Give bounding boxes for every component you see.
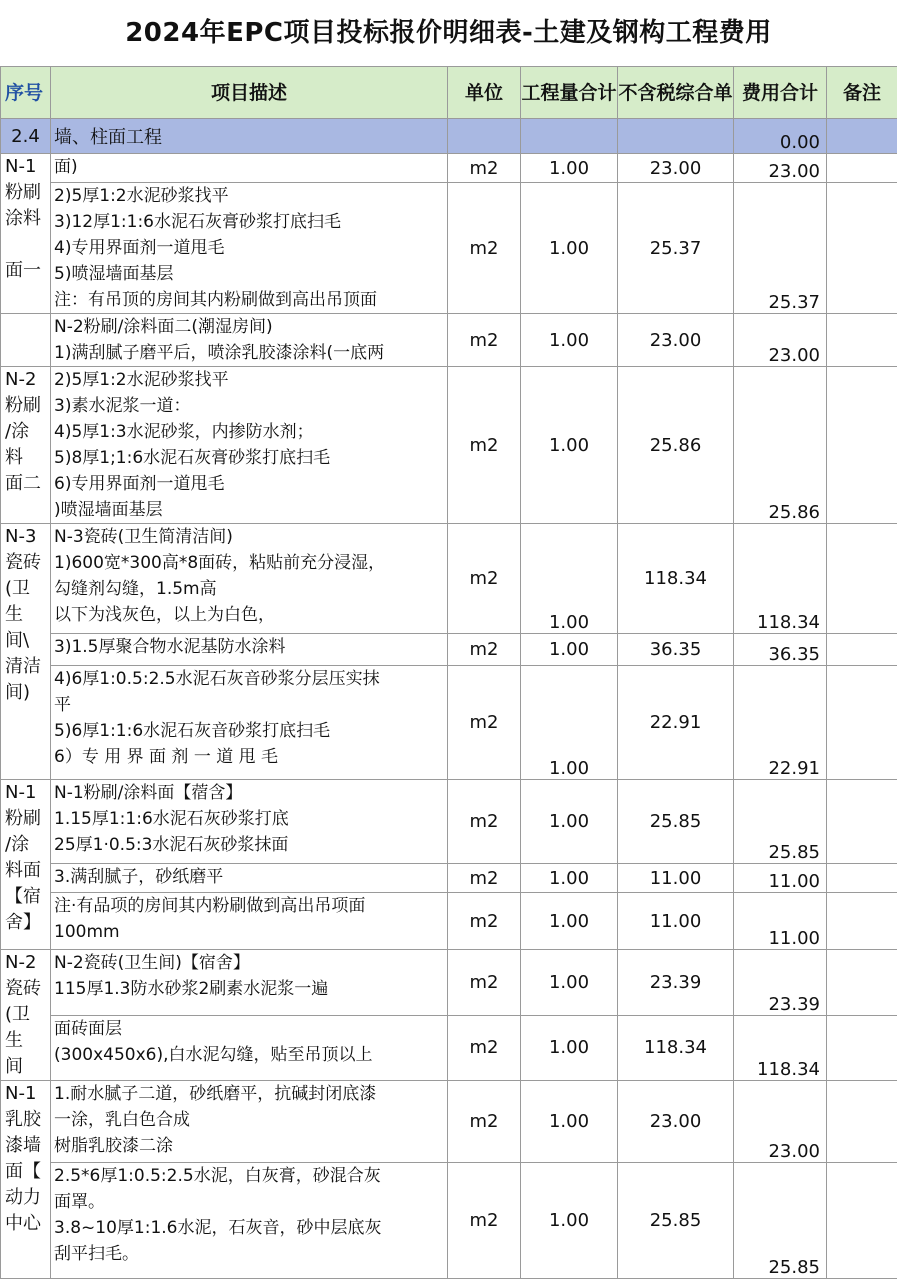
- unit-cell[interactable]: m2: [448, 1015, 521, 1081]
- desc-line: 5)6厚1:1:6水泥石灰音砂浆打底扫毛: [54, 718, 444, 744]
- unit-cell[interactable]: m2: [448, 950, 521, 1016]
- desc-line: N-1粉刷/涂料面【蓿含】: [54, 780, 444, 806]
- qty-cell[interactable]: 1.00: [521, 1015, 618, 1081]
- table-row: [1, 666, 897, 780]
- total-cell[interactable]: 22.91: [734, 666, 827, 780]
- table-row: [1, 1081, 897, 1163]
- qty-cell[interactable]: 1.00: [521, 893, 618, 950]
- desc-line: 面砖面层: [54, 1016, 444, 1042]
- table-row: [1, 367, 897, 524]
- header-row: [1, 67, 897, 119]
- desc-cell[interactable]: [51, 367, 448, 524]
- price-cell[interactable]: 118.34: [618, 524, 734, 634]
- total-cell[interactable]: 11.00: [734, 864, 827, 893]
- qty-cell[interactable]: 1.00: [521, 780, 618, 864]
- total-cell[interactable]: 23.00: [734, 154, 827, 183]
- desc-line: 2)5厚1:2水泥砂浆找平: [54, 183, 444, 209]
- desc-line: 树脂乳胶漆二涂: [54, 1133, 444, 1159]
- desc-line: 1.耐水腻子二道，砂纸磨平，抗碱封闭底漆: [54, 1081, 444, 1107]
- qty-cell[interactable]: 1.00: [521, 950, 618, 1016]
- desc-cell[interactable]: [51, 1081, 448, 1163]
- table-row: [1, 314, 897, 367]
- section-unit[interactable]: [448, 119, 521, 154]
- desc-line: 2)5厚1:2水泥砂浆找平: [54, 367, 444, 393]
- qty-cell[interactable]: 1.00: [521, 154, 618, 183]
- total-cell[interactable]: 23.00: [734, 1081, 827, 1163]
- desc-cell[interactable]: [51, 634, 448, 666]
- table-row: [1, 154, 897, 183]
- remark-cell[interactable]: [827, 634, 897, 666]
- section-row: [1, 119, 897, 154]
- header-total[interactable]: 费用合计: [734, 67, 827, 119]
- remark-cell[interactable]: [827, 154, 897, 183]
- table-row: [1, 780, 897, 864]
- remark-cell[interactable]: [827, 864, 897, 893]
- seq-cell[interactable]: [1, 314, 51, 367]
- desc-line: 1)600宽*300高*8面砖，粘贴前充分浸湿，: [54, 550, 444, 576]
- desc-line: 1.15厚1:1:6水泥石灰砂浆打底: [54, 806, 444, 832]
- section-price[interactable]: [618, 119, 734, 154]
- price-cell[interactable]: 23.00: [618, 1081, 734, 1163]
- desc-line: 一涂，乳白色合成: [54, 1107, 444, 1133]
- header-seq[interactable]: 序号: [1, 67, 51, 119]
- unit-cell[interactable]: m2: [448, 666, 521, 780]
- desc-line: 25厚1·0.5:3水泥石灰砂浆抹面: [54, 832, 444, 858]
- desc-line: 5)8厚1;1:6水泥石灰膏砂浆打底扫毛: [54, 445, 444, 471]
- header-remark[interactable]: 备注: [827, 67, 897, 119]
- section-seq[interactable]: 2.4: [1, 119, 51, 154]
- seq-cell[interactable]: N-1 粉刷 涂料 面一: [1, 154, 51, 314]
- desc-line: 4)5厚1:3水泥砂浆，内掺防水剂；: [54, 419, 444, 445]
- price-cell[interactable]: 25.86: [618, 367, 734, 524]
- unit-cell[interactable]: m2: [448, 183, 521, 314]
- desc-line: 注·有品项的房间其内粉刷做到高出吊项面: [54, 893, 444, 919]
- desc-cell[interactable]: [51, 154, 448, 183]
- remark-cell[interactable]: [827, 524, 897, 634]
- desc-line: 6)专用界面剂一道甩毛: [54, 471, 444, 497]
- table-row: [1, 634, 897, 666]
- price-cell[interactable]: 118.34: [618, 1015, 734, 1081]
- total-cell[interactable]: 23.00: [734, 314, 827, 367]
- desc-cell[interactable]: [51, 666, 448, 780]
- price-cell[interactable]: 25.37: [618, 183, 734, 314]
- qty-cell[interactable]: 1.00: [521, 1081, 618, 1163]
- table-row: [1, 1015, 897, 1081]
- header-unit[interactable]: 单位: [448, 67, 521, 119]
- desc-line: 6）专 用 界 面 剂 一 道 甩 毛: [54, 744, 444, 770]
- desc-line: 注：有吊顶的房间其内粉刷做到高出吊顶面: [54, 287, 444, 313]
- qty-cell[interactable]: 1.00: [521, 183, 618, 314]
- qty-cell[interactable]: 1.00: [521, 666, 618, 780]
- total-cell[interactable]: 36.35: [734, 634, 827, 666]
- qty-cell[interactable]: 1.00: [521, 314, 618, 367]
- remark-cell[interactable]: [827, 1081, 897, 1163]
- total-cell[interactable]: 25.37: [734, 183, 827, 314]
- desc-line: N-2粉刷/涂料面二(潮湿房间): [54, 314, 444, 340]
- header-desc[interactable]: 项目描述: [51, 67, 448, 119]
- remark-cell[interactable]: [827, 780, 897, 864]
- desc-line: N-2瓷砖(卫生间)【宿舍】: [54, 950, 444, 976]
- desc-line: 平: [54, 692, 444, 718]
- desc-cell[interactable]: [51, 893, 448, 950]
- unit-cell[interactable]: m2: [448, 314, 521, 367]
- seq-cell[interactable]: N-3 瓷砖 (卫 生 间\ 清洁 间): [1, 524, 51, 780]
- total-cell[interactable]: 11.00: [734, 893, 827, 950]
- table-row: [1, 893, 897, 950]
- qty-cell[interactable]: 1.00: [521, 864, 618, 893]
- unit-cell[interactable]: m2: [448, 864, 521, 893]
- remark-cell[interactable]: [827, 893, 897, 950]
- unit-cell[interactable]: m2: [448, 893, 521, 950]
- unit-cell[interactable]: m2: [448, 367, 521, 524]
- desc-cell[interactable]: [51, 1015, 448, 1081]
- desc-line: 4)6厚1:0.5:2.5水泥石灰音砂浆分层压实抹: [54, 666, 444, 692]
- sheet-title: 2024年EPC项目投标报价明细表-土建及钢构工程费用: [0, 0, 897, 66]
- price-cell[interactable]: 11.00: [618, 893, 734, 950]
- desc-line: 3)1.5厚聚合物水泥基防水涂料: [54, 634, 444, 660]
- table-row: [1, 183, 897, 314]
- total-cell[interactable]: 25.85: [734, 780, 827, 864]
- quote-table: [0, 66, 897, 1279]
- table-row: [1, 950, 897, 1016]
- unit-cell[interactable]: m2: [448, 154, 521, 183]
- desc-line: 勾缝剂勾缝，1.5m高: [54, 576, 444, 602]
- desc-cell[interactable]: [51, 314, 448, 367]
- seq-cell[interactable]: N-1 乳胶 漆墙 面【 动力 中心: [1, 1081, 51, 1279]
- unit-cell[interactable]: m2: [448, 524, 521, 634]
- unit-cell[interactable]: m2: [448, 634, 521, 666]
- desc-line: 以下为浅灰色，以上为白色，: [54, 602, 444, 628]
- unit-cell[interactable]: m2: [448, 1163, 521, 1279]
- desc-cell[interactable]: [51, 1163, 448, 1279]
- remark-cell[interactable]: [827, 950, 897, 1016]
- desc-line: 3.8~10厚1:1.6水泥，石灰音，砂中层底灰: [54, 1215, 444, 1241]
- remark-cell[interactable]: [827, 183, 897, 314]
- price-cell[interactable]: 36.35: [618, 634, 734, 666]
- price-cell[interactable]: 23.00: [618, 314, 734, 367]
- remark-cell[interactable]: [827, 314, 897, 367]
- remark-cell[interactable]: [827, 1163, 897, 1279]
- table-row: [1, 864, 897, 893]
- desc-line: 面): [54, 154, 444, 180]
- total-cell[interactable]: 25.85: [734, 1163, 827, 1279]
- desc-line: )喷湿墙面基层: [54, 497, 444, 523]
- remark-cell[interactable]: [827, 666, 897, 780]
- total-cell[interactable]: 23.39: [734, 950, 827, 1016]
- desc-cell[interactable]: [51, 950, 448, 1016]
- remark-cell[interactable]: [827, 1015, 897, 1081]
- seq-cell[interactable]: N-2 瓷砖 (卫 生 间: [1, 950, 51, 1081]
- desc-cell[interactable]: [51, 183, 448, 314]
- desc-line: 3)素水泥浆一道：: [54, 393, 444, 419]
- price-cell[interactable]: 25.85: [618, 1163, 734, 1279]
- section-remark[interactable]: [827, 119, 897, 154]
- total-cell[interactable]: 118.34: [734, 524, 827, 634]
- desc-line: 1)满刮腻子磨平后，喷涂乳胶漆涂料(一底两: [54, 340, 444, 366]
- desc-line: 115厚1.3防水砂浆2刷素水泥浆一遍: [54, 976, 444, 1002]
- qty-cell[interactable]: 1.00: [521, 524, 618, 634]
- header-price[interactable]: 不含税综合单: [618, 67, 734, 119]
- price-cell[interactable]: 25.85: [618, 780, 734, 864]
- desc-line: 5)喷湿墙面基层: [54, 261, 444, 287]
- desc-line: 面罩。: [54, 1189, 444, 1215]
- remark-cell[interactable]: [827, 367, 897, 524]
- section-qty[interactable]: [521, 119, 618, 154]
- table-row: [1, 524, 897, 634]
- desc-cell[interactable]: [51, 864, 448, 893]
- desc-line: 3)12厚1:1:6水泥石灰膏砂浆打底扫毛: [54, 209, 444, 235]
- desc-line: 3.满刮腻子，砂纸磨平: [54, 864, 444, 890]
- desc-cell[interactable]: [51, 524, 448, 634]
- desc-line: 2.5*6厚1:0.5:2.5水泥，白灰膏，砂混合灰: [54, 1163, 444, 1189]
- desc-line: 刮平扫毛。: [54, 1241, 444, 1267]
- unit-cell[interactable]: m2: [448, 1081, 521, 1163]
- seq-cell[interactable]: N-2 粉刷 /涂 料 面二: [1, 367, 51, 524]
- desc-line: (300x450x6),白水泥勾缝，贴至吊顶以上: [54, 1042, 444, 1068]
- unit-cell[interactable]: m2: [448, 780, 521, 864]
- total-cell[interactable]: 25.86: [734, 367, 827, 524]
- table-row: [1, 1163, 897, 1279]
- desc-line: 100mm: [54, 919, 444, 945]
- price-cell[interactable]: 11.00: [618, 864, 734, 893]
- qty-cell[interactable]: 1.00: [521, 367, 618, 524]
- price-cell[interactable]: 23.00: [618, 154, 734, 183]
- qty-cell[interactable]: 1.00: [521, 1163, 618, 1279]
- seq-cell[interactable]: N-1 粉刷 /涂 料面 【宿 舍】: [1, 780, 51, 950]
- section-desc[interactable]: 墙、柱面工程: [51, 119, 448, 154]
- price-cell[interactable]: 23.39: [618, 950, 734, 1016]
- total-cell[interactable]: 118.34: [734, 1015, 827, 1081]
- desc-cell[interactable]: [51, 780, 448, 864]
- desc-line: N-3瓷砖(卫生简清洁间): [54, 524, 444, 550]
- price-cell[interactable]: 22.91: [618, 666, 734, 780]
- desc-line: 4)专用界面剂一道甩毛: [54, 235, 444, 261]
- header-qty[interactable]: 工程量合计: [521, 67, 618, 119]
- qty-cell[interactable]: 1.00: [521, 634, 618, 666]
- section-total[interactable]: 0.00: [734, 119, 827, 154]
